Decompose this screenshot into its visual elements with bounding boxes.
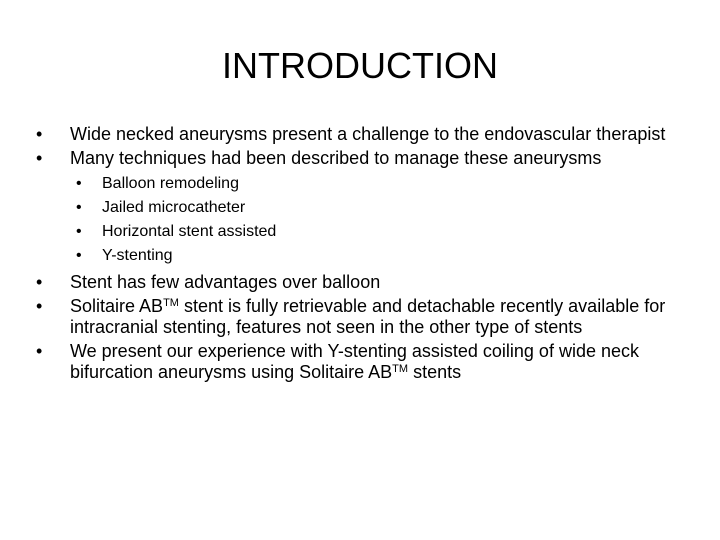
bullet-item [36,296,696,338]
sub-bullet-text: Jailed microcatheter [102,199,246,216]
bullet-item [36,148,696,169]
sub-bullet-item [36,244,696,268]
sub-bullet-item [36,172,696,196]
sub-bullet-marker: • [76,175,82,192]
bullet-text-part: We present our experience with Y-stenting assisted coiling of wide neck bifurcation aneurysms using Solitaire AB [70,341,639,382]
sub-bullet-marker: • [76,199,82,216]
bullet-item [36,341,696,383]
bullet-item [36,124,696,145]
bullet-text-part: stent is fully retrievable and detachable recently available for intracranial stenting, features not seen in the other type of stents [70,296,666,337]
trademark-superscript: TM [163,297,179,309]
bullet-text: Stent has few advantages over balloon [70,272,381,292]
bullet-text-part: Solitaire AB [70,296,164,316]
bullet-text [70,341,639,382]
sub-bullet-item [36,196,696,220]
sub-bullet-text: Balloon remodeling [102,175,239,192]
trademark-superscript: TM [392,363,409,375]
sub-bullet-item [36,220,696,244]
bullet-marker: • [36,148,43,168]
bullet-item [36,272,696,293]
bullet-marker: • [36,341,43,361]
bullet-text: Wide necked aneurysms present a challenge to the endovascular therapist [70,124,666,144]
slide-body [36,124,696,386]
bullet-marker: • [36,296,43,316]
bullet-text: Many techniques had been described to manage these aneurysms [70,148,602,168]
sub-bullet-list [36,172,696,268]
sub-bullet-text: Horizontal stent assisted [102,223,277,240]
sub-bullet-marker: • [76,223,82,240]
bullet-text-part: stents [408,362,462,382]
bullet-marker: • [36,124,43,144]
sub-bullet-text: Y-stenting [102,247,173,264]
bullet-marker: • [36,272,43,292]
bullet-text [70,296,665,337]
sub-bullet-marker: • [76,247,82,264]
slide-title: INTRODUCTION [222,45,498,86]
